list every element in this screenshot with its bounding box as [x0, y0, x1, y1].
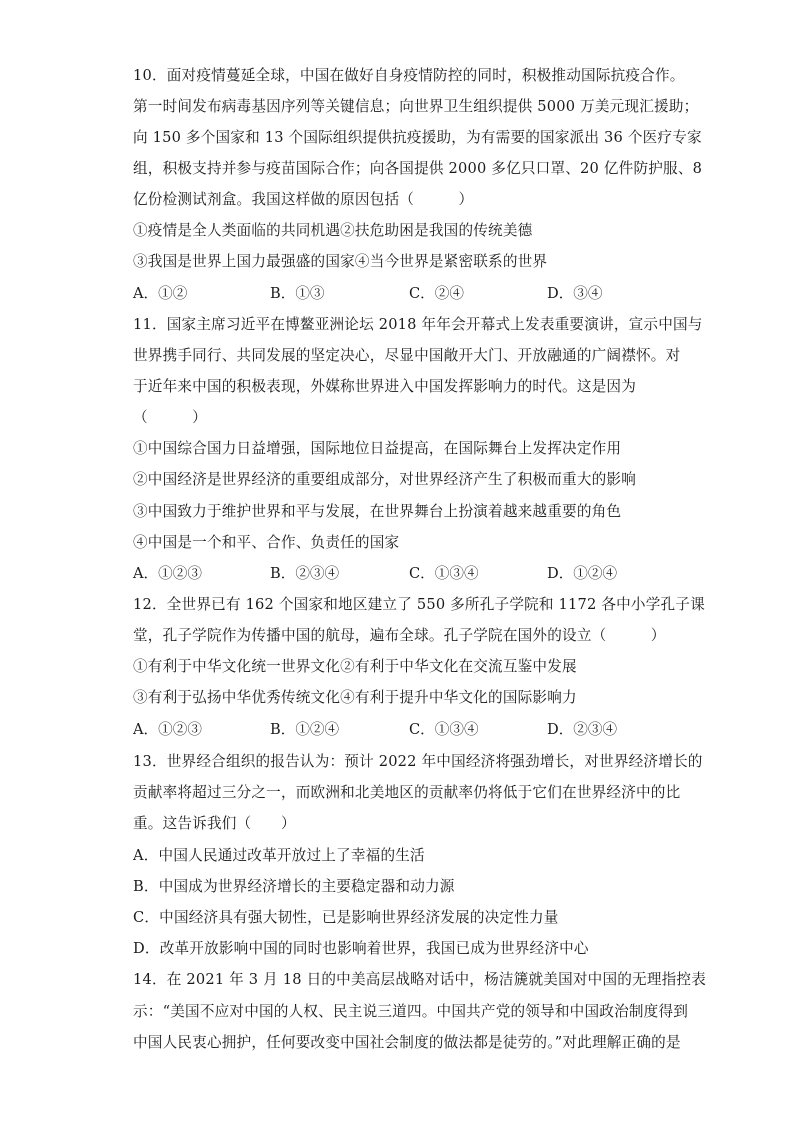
q11-choices — [133, 564, 653, 584]
q14-stem-line-3: 中国人民衷心拥护，任何要改变中国社会制度的做法都是徒劳的。”对此理解正确的是 — [133, 1034, 681, 1051]
q12-choice-b[interactable]: B．①②④ — [270, 721, 340, 738]
q11-stem-line-3: 于近年来中国的积极表现，外媒称世界进入中国发挥影响力的时代。这是因为 — [133, 378, 636, 395]
q14-stem-line-1: 14．在 2021 年 3 月 18 日的中美高层战略对话中，杨洁篪就美国对中国的无理指控表 — [133, 971, 707, 988]
q11-item-3: ③中国致力于维护世界和平与发展，在世界舞台上扮演着越来越重要的角色 — [133, 503, 622, 520]
q13-option-a[interactable]: A．中国人民通过改革开放过上了幸福的生活 — [133, 847, 425, 864]
q11-item-4: ④中国是一个和平、合作、负责任的国家 — [133, 534, 400, 551]
q12-stem-line-2: 堂，孔子学院作为传播中国的航母，遍布全球。孔子学院在国外的设立（ ） — [133, 627, 666, 644]
q13-option-b[interactable]: B．中国成为世界经济增长的主要稳定器和动力源 — [133, 878, 455, 895]
q11-stem-line-1: 11．国家主席习近平在博鳌亚洲论坛 2018 年年会开幕式上发表重要演讲，宣示中国与 — [133, 316, 703, 333]
q12-item-1: ①有利于中华文化统一世界文化②有利于中华文化在交流互鉴中发展 — [133, 658, 577, 675]
q14-stem-line-2: 示：“美国不应对中国的人权、民主说三道四。中国共产党的领导和中国政治制度得到 — [133, 1003, 689, 1020]
q11-stem-line-2: 世界携手同行、共同发展的坚定决心，尽显中国敞开大门、开放融通的广阔襟怀。对 — [133, 347, 681, 364]
q12-choice-d[interactable]: D．②③④ — [547, 721, 618, 738]
q11-choice-b[interactable]: B．②③④ — [270, 565, 340, 582]
q12-choice-c[interactable]: C．①③④ — [409, 721, 479, 738]
q13-stem-line-1: 13．世界经合组织的报告认为：预计 2022 年中国经济将强劲增长，对世界经济增长的 — [133, 753, 703, 770]
q10-choice-d[interactable]: D．③④ — [547, 285, 603, 302]
q10-stem-line-4: 组，积极支持并参与疫苗国际合作；向各国提供 2000 多亿只口罩、20 亿件防护服、8 — [133, 160, 703, 177]
q10-stem-line-3: 向 150 多个国家和 13 个国际组织提供抗疫援助，为有需要的国家派出 36 个医疗专家 — [133, 129, 702, 146]
q13-stem-line-2: 贡献率将超过三分之一，而欧洲和北美地区的贡献率仍将低于它们在世界经济中的比 — [133, 784, 681, 801]
q10-item-2: ③我国是世界上国力最强盛的国家④当今世界是紧密联系的世界 — [133, 253, 548, 270]
q10-choice-c[interactable]: C．②④ — [409, 285, 464, 302]
q11-stem-line-4: （ ） — [133, 409, 207, 426]
q13-stem-line-3: 重。这告诉我们（ ） — [133, 815, 296, 832]
q13-option-c[interactable]: C．中国经济具有强大韧性，已是影响世界经济发展的决定性力量 — [133, 909, 559, 926]
q12-stem-line-1: 12．全世界已有 162 个国家和地区建立了 550 多所孔子学院和 1172 各中小学孔子课 — [133, 596, 705, 613]
q10-stem-line-1: 10．面对疫情蔓延全球，中国在做好自身疫情防控的同时，积极推动国际抗疫合作。 — [133, 67, 685, 84]
q12-choice-a[interactable]: A．①②③ — [133, 721, 202, 738]
q10-stem-line-5: 亿份检测试剂盒。我国这样做的原因包括（ ） — [133, 191, 474, 208]
q11-choice-a[interactable]: A．①②③ — [133, 565, 202, 582]
q10-choice-b[interactable]: B．①③ — [270, 285, 325, 302]
q12-item-2: ③有利于弘扬中华优秀传统文化④有利于提升中华文化的国际影响力 — [133, 689, 577, 706]
q10-stem-line-2: 第一时间发布病毒基因序列等关键信息；向世界卫生组织提供 5000 万美元现汇援助； — [133, 98, 699, 115]
q11-item-1: ①中国综合国力日益增强，国际地位日益提高，在国际舞台上发挥决定作用 — [133, 440, 622, 457]
q11-choice-d[interactable]: D．①②④ — [547, 565, 618, 582]
q12-choices — [133, 720, 653, 740]
q10-choices — [133, 284, 653, 304]
q10-choice-a[interactable]: A．①② — [133, 285, 188, 302]
q10-item-1: ①疫情是全人类面临的共同机遇②扶危助困是我国的传统美德 — [133, 222, 533, 239]
q13-option-d[interactable]: D．改革开放影响中国的同时也影响着世界，我国已成为世界经济中心 — [133, 940, 589, 957]
q11-item-2: ②中国经济是世界经济的重要组成部分，对世界经济产生了积极而重大的影响 — [133, 471, 636, 488]
q11-choice-c[interactable]: C．①③④ — [409, 565, 479, 582]
